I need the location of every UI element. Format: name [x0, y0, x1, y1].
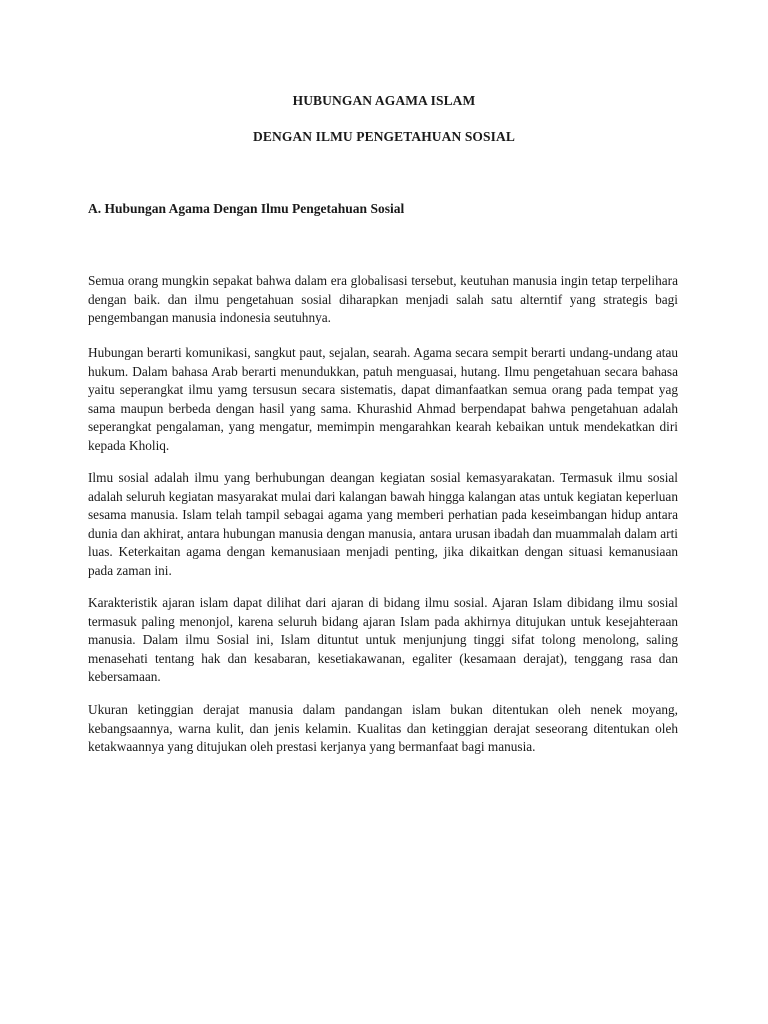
paragraph-karakteristik: Karakteristik ajaran islam dapat dilihat dari ajaran di bidang ilmu sosial. Ajaran Islam dibidang ilmu sosial termasuk paling menonjol, karena seluruh bidang ajaran Islam pada akhirnya ditujukan untuk kesejahteraan manusia. Dalam ilmu Sosial ini, Islam dituntut untuk menjunjung tinggi sifat tolong menolong, saling menasehati tentang hak dan kesabaran, kesetiakawanan, egaliter (kesamaan derajat), tenggang rasa dan kebersamaan. — [88, 595, 678, 685]
section-heading: A. Hubungan Agama Dengan Ilmu Pengetahuan Sosial — [88, 201, 405, 216]
paragraph-hubungan: Hubungan berarti komunikasi, sangkut paut, sejalan, searah. Agama secara sempit berarti undang-undang atau hukum. Dalam bahasa Arab berarti menundukkan, patuh menguasai, hutang. Ilmu pengetahuan secara bahasa yaitu seperangkat ilmu yamg tersusun secara sistematis, dapat dimanfaatkan semua orang pada tempat yag sama maupun berbeda dengan hasil yang sama. Khurashid Ahmad berpendapat bahwa pengetahuan adalah seperangkat pengalaman, yang mengatur, memimpin mengarahkan kearah kebaikan untuk mendekatkan diri kepada Kholiq. — [88, 345, 678, 453]
paragraph-ilmu-sosial: Ilmu sosial adalah ilmu yang berhubungan deangan kegiatan sosial kemasyarakatan. Termasuk ilmu sosial adalah seluruh kegiatan masyarakat mulai dari kalangan bawah hingga kalangan atas untuk kegiatan keperluan sesama manusia. Islam telah tampil sebagai agama yang memberi perhatian pada keseimbangan hidup antara dunia dan akhirat, antara hubungan manusia dengan manusia, antara urusan ibadah dan muammalah dalam arti luas. Keterkaitan agama dengan kemanusiaan menjadi penting, jika dikaitkan dengan situasi kemanusiaan pada zaman ini. — [88, 470, 678, 578]
paragraph-ukuran-derajat: Ukuran ketinggian derajat manusia dalam pandangan islam bukan ditentukan oleh nenek moyang, kebangsaannya, warna kulit, dan jenis kelamin. Kualitas dan ketinggian derajat seseorang ditentukan oleh ketakwaannya yang ditujukan oleh prestasi kerjanya yang bermanfaat bagi manusia. — [88, 702, 678, 755]
paragraph-globalisasi: Semua orang mungkin sepakat bahwa dalam era globalisasi tersebut, keutuhan manusia ingin tetap terpelihara dengan baik. dan ilmu pengetahuan sosial diharapkan menjadi salah satu alterntif yang strategis bagi pengembangan manusia indonesia seutuhnya. — [88, 273, 678, 326]
document-title-line-1: HUBUNGAN AGAMA ISLAM — [292, 93, 476, 108]
document-title-line-2: DENGAN ILMU PENGETAHUAN SOSIAL — [253, 129, 515, 144]
